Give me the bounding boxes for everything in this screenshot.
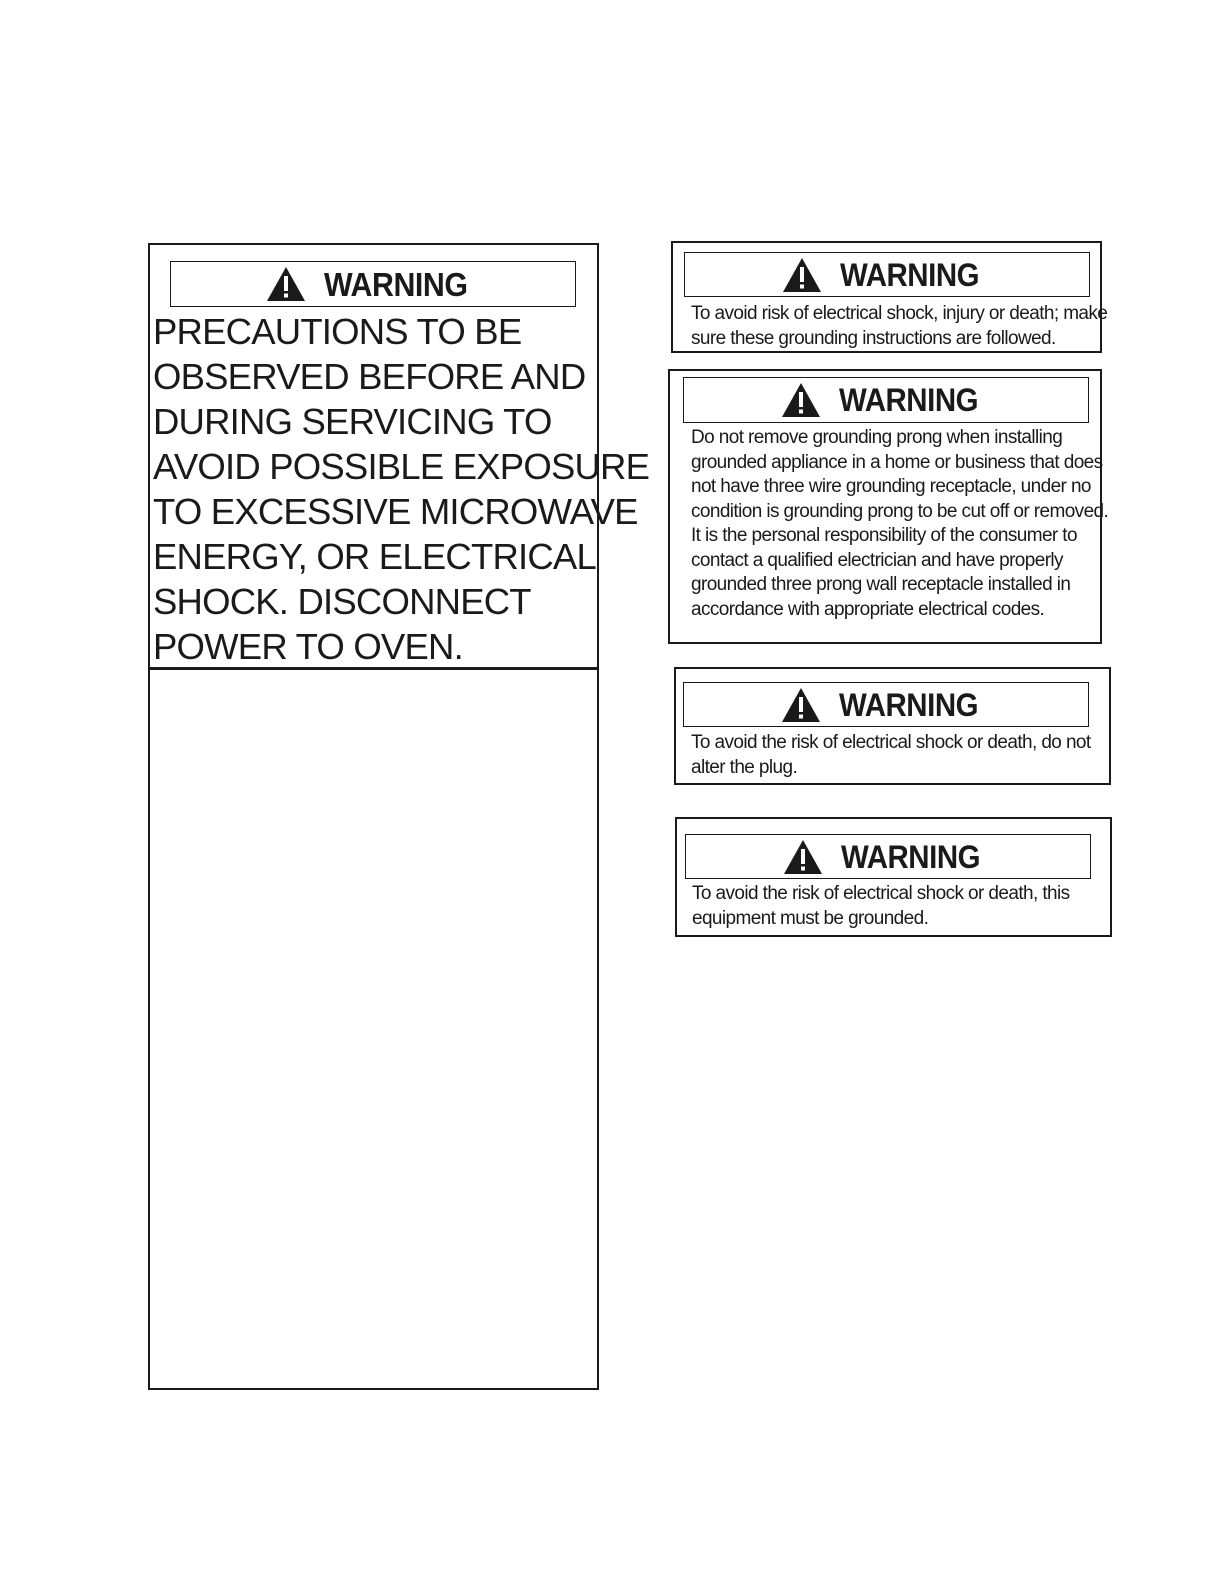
precautions-panel bbox=[148, 243, 650, 1390]
warning-label: WARNING bbox=[841, 838, 981, 875]
precautions-line: PRECAUTIONS TO BE bbox=[153, 311, 522, 352]
warning-line: condition is grounding prong to be cut off or removed. bbox=[691, 500, 1109, 522]
exclamation-triangle-icon bbox=[781, 687, 821, 723]
warning-text bbox=[692, 882, 1070, 931]
warning-line: Do not remove grounding prong when installing bbox=[691, 427, 1063, 448]
exclamation-triangle-icon bbox=[266, 266, 306, 302]
precautions-line: DURING SERVICING TO bbox=[153, 401, 552, 442]
warning-line: equipment must be grounded. bbox=[692, 907, 929, 929]
warning-line: To avoid the risk of electrical shock or death, this bbox=[692, 883, 1070, 904]
warning-label: WARNING bbox=[324, 265, 468, 303]
warning-label: WARNING bbox=[839, 686, 979, 723]
warning-line: not have three wire grounding receptacle, under no bbox=[691, 476, 1091, 497]
precautions-text bbox=[153, 309, 649, 669]
warning-text bbox=[691, 302, 1107, 351]
warning-text bbox=[691, 426, 1108, 622]
precautions-line: AVOID POSSIBLE EXPOSURE bbox=[153, 446, 650, 487]
warning-header bbox=[683, 682, 1089, 727]
warning-line: contact a qualified electrician and have properly bbox=[691, 549, 1063, 571]
warning-box-grounding-prong bbox=[668, 369, 1109, 644]
warning-line: grounded three prong wall receptacle installed in bbox=[691, 574, 1071, 595]
warning-box-grounding-instructions bbox=[671, 241, 1108, 353]
warning-line: sure these grounding instructions are followed. bbox=[691, 327, 1056, 349]
precautions-line: ENERGY, OR ELECTRICAL bbox=[153, 536, 596, 577]
warning-line: It is the personal responsibility of the consumer to bbox=[691, 525, 1077, 546]
exclamation-triangle-icon bbox=[781, 382, 821, 418]
warning-line: grounded appliance in a home or business that does bbox=[691, 451, 1103, 473]
warning-header bbox=[683, 377, 1089, 423]
warning-box-grounded-equipment bbox=[675, 817, 1112, 937]
warning-line: alter the plug. bbox=[691, 756, 798, 778]
warning-header bbox=[685, 834, 1091, 879]
warning-header bbox=[170, 261, 576, 307]
precautions-line: POWER TO OVEN. bbox=[153, 626, 463, 667]
precautions-line: TO EXCESSIVE MICROWAVE bbox=[153, 491, 638, 532]
warning-box-plug bbox=[674, 667, 1111, 785]
warning-text bbox=[691, 731, 1091, 780]
warning-line: To avoid the risk of electrical shock or death, do not bbox=[691, 732, 1091, 753]
warning-header bbox=[684, 252, 1090, 297]
warning-line: accordance with appropriate electrical codes. bbox=[691, 598, 1045, 620]
warning-label: WARNING bbox=[840, 256, 980, 293]
panel-divider bbox=[150, 667, 597, 670]
warning-line: To avoid risk of electrical shock, injury or death; make bbox=[691, 303, 1108, 324]
exclamation-triangle-icon bbox=[782, 257, 822, 293]
exclamation-triangle-icon bbox=[783, 839, 823, 875]
precautions-line: OBSERVED BEFORE AND bbox=[153, 356, 586, 397]
warning-label: WARNING bbox=[839, 382, 979, 418]
precautions-line: SHOCK. DISCONNECT bbox=[153, 581, 531, 622]
